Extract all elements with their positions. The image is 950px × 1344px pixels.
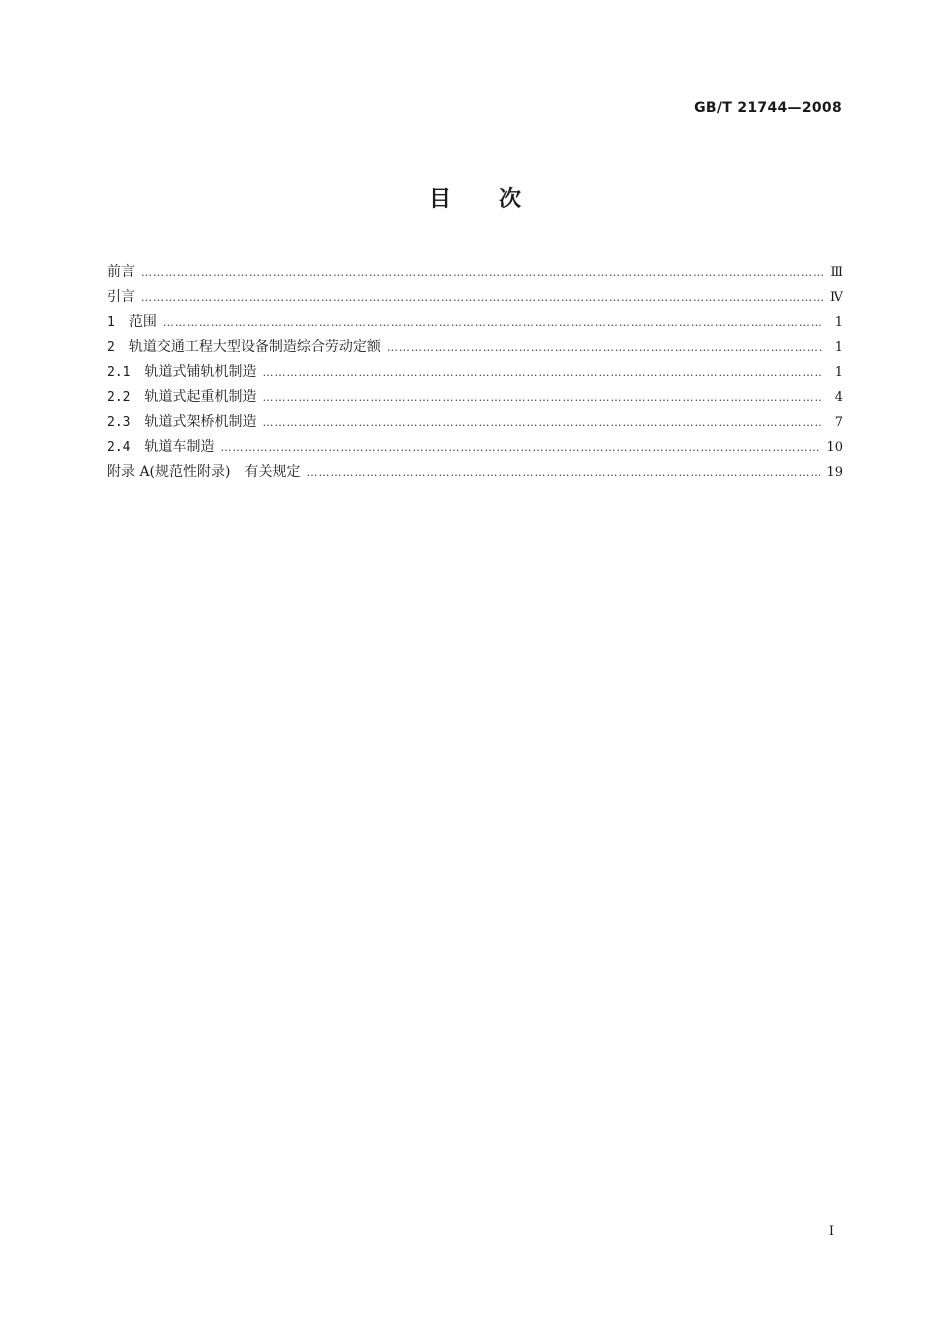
toc-entry-number: 2.2: [107, 390, 131, 405]
page-title: 目次: [428, 187, 569, 212]
toc-entry-label: [107, 360, 262, 385]
toc-entry-text: 轨道式铺轨机制造: [144, 364, 257, 380]
toc-entry-page: Ⅲ: [830, 265, 843, 280]
toc-entry-page: Ⅳ: [830, 290, 843, 305]
toc-entry-page: 4: [834, 390, 843, 405]
toc-entry-text: 轨道车制造: [144, 439, 215, 455]
toc-entry-number: 2.3: [107, 415, 131, 430]
toc-entry-text: 轨道交通工程大型设备制造综合劳动定额: [128, 339, 381, 355]
toc-leader-dots: [387, 335, 823, 360]
page-number: Ⅰ: [828, 1224, 834, 1239]
table-of-contents: [107, 260, 843, 485]
toc-entry-page: 10: [826, 440, 843, 455]
toc-entry-scope[interactable]: [107, 310, 843, 335]
toc-entry-label: [107, 435, 220, 460]
toc-entry-introduction[interactable]: [107, 285, 843, 310]
toc-entry-label: [107, 410, 262, 435]
toc-leader-dots: [220, 435, 820, 460]
toc-leader-dots: [141, 285, 823, 310]
toc-entry-page: 1: [834, 340, 843, 355]
toc-leader-dots: [141, 260, 823, 285]
toc-entry-label: 引言: [107, 289, 135, 305]
toc-entry-section-2-3[interactable]: [107, 410, 843, 435]
standard-code: GB/T 21744—2008: [694, 100, 842, 116]
toc-leader-dots: [262, 410, 823, 435]
toc-entry-label: [107, 310, 163, 335]
toc-entry-section-2-1[interactable]: [107, 360, 843, 385]
toc-entry-number: 2.1: [107, 365, 131, 380]
toc-entry-foreword[interactable]: [107, 260, 843, 285]
toc-entry-number: 2.4: [107, 440, 131, 455]
toc-entry-text: 轨道式起重机制造: [144, 389, 257, 405]
toc-leader-dots: [262, 385, 823, 410]
toc-entry-appendix-a[interactable]: [107, 460, 843, 485]
toc-entry-label: [107, 385, 262, 410]
toc-entry-page: 7: [834, 415, 843, 430]
toc-entry-section-2-4[interactable]: [107, 435, 843, 460]
toc-entry-number: 1: [107, 315, 115, 330]
toc-entry-page: 1: [834, 365, 843, 380]
toc-entry-label: [107, 335, 387, 360]
toc-entry-section-2[interactable]: [107, 335, 843, 360]
toc-entry-text: 范围: [128, 314, 157, 330]
toc-entry-text: 轨道式架桥机制造: [144, 414, 257, 430]
toc-entry-section-2-2[interactable]: [107, 385, 843, 410]
toc-leader-dots: [306, 460, 820, 485]
toc-entry-label: 附录 A(规范性附录) 有关规定: [107, 464, 301, 480]
toc-leader-dots: [262, 360, 823, 385]
toc-entry-number: 2: [107, 340, 115, 355]
toc-leader-dots: [163, 310, 823, 335]
toc-entry-page: 19: [826, 465, 843, 480]
toc-entry-page: 1: [834, 315, 843, 330]
toc-entry-label: 前言: [107, 264, 135, 280]
